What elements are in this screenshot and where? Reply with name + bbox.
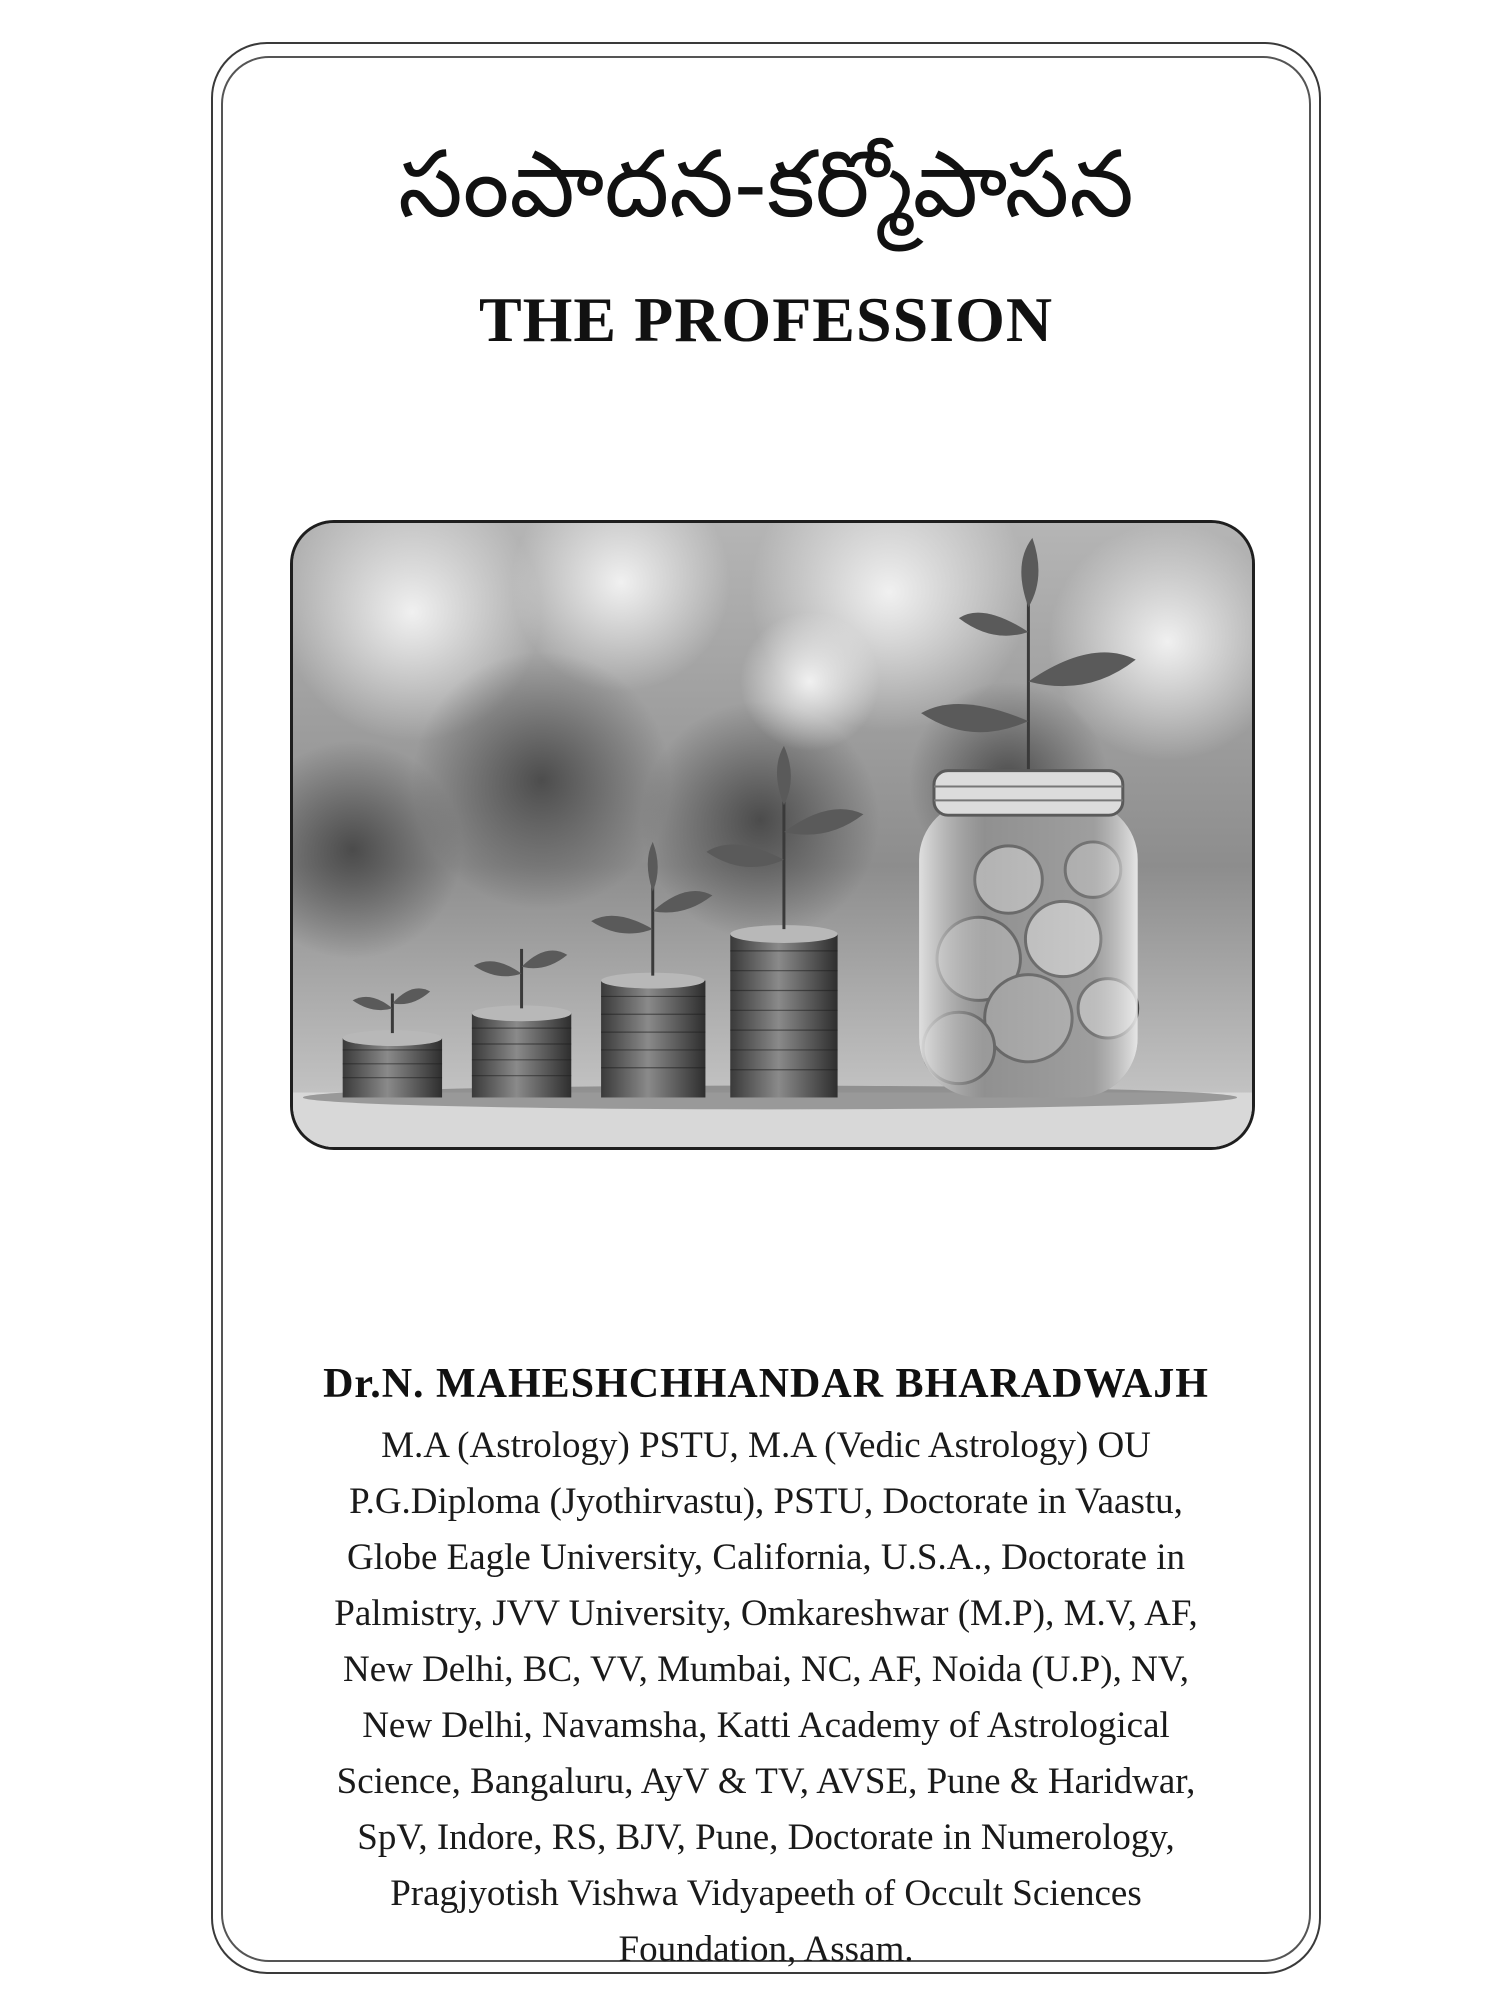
author-credentials (228, 1418, 1304, 1978)
credential-line: M.A (Astrology) PSTU, M.A (Vedic Astrology) OU (381, 1425, 1151, 1466)
credential-line: Pragjyotish Vishwa Vidyapeeth of Occult Sciences (390, 1873, 1142, 1914)
credential-line: New Delhi, BC, VV, Mumbai, NC, AF, Noida (U.P), NV, (342, 1649, 1190, 1690)
credential-line: SpV, Indore, RS, BJV, Pune, Doctorate in Numerology, (357, 1817, 1175, 1858)
coin-jar (919, 771, 1138, 1098)
credential-line: Palmistry, JVV University, Omkareshwar (M.P), M.V, AF, (334, 1593, 1198, 1634)
credential-line: Globe Eagle University, California, U.S.A., Doctorate in (346, 1537, 1186, 1578)
coin-stack-3 (601, 973, 705, 1098)
english-title: THE PROFESSION (478, 284, 1054, 355)
coin-growth-illustration (293, 523, 1252, 1147)
author-name: Dr.N. MAHESHCHHANDAR BHARADWAJH (323, 1361, 1209, 1407)
credential-line: New Delhi, Navamsha, Katti Academy of Astrological (362, 1705, 1170, 1746)
credential-line: Foundation, Assam. (618, 1929, 914, 1970)
credential-line: P.G.Diploma (Jyothirvastu), PSTU, Doctorate in Vaastu, (349, 1481, 1183, 1522)
telugu-title: సంపాదన-కర్మోపాసన (398, 131, 1134, 238)
cover-photo (290, 520, 1255, 1150)
coin-stack-2 (472, 1005, 571, 1097)
credential-line: Science, Bangaluru, AyV & TV, AVSE, Pune & Haridwar, (336, 1761, 1196, 1802)
